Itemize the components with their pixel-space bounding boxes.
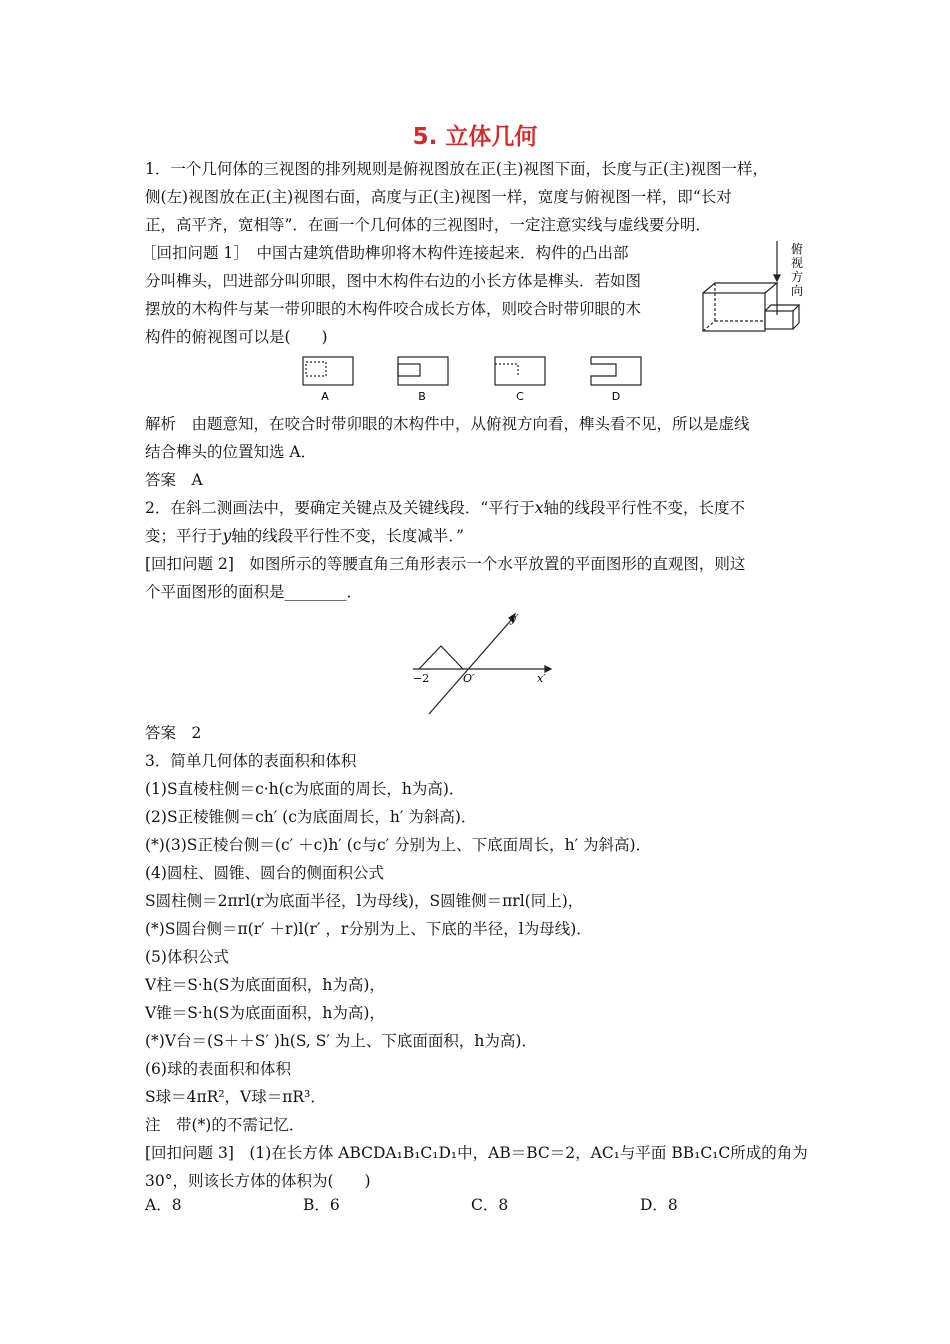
q3-line-1: [回扣问题 3] (1)在长方体 ABCDA₁B₁C₁D₁中，AB＝BC＝2，AC₁与平面 BB₁C₁C所成的角为 bbox=[145, 1144, 808, 1162]
option-b-figure bbox=[398, 357, 448, 385]
analysis-line-1: 解析 由题意知，在咬合时带卯眼的木构件中，从俯视方向看，榫头看不见，所以是虚线 bbox=[145, 415, 750, 433]
choice-a: A．8 bbox=[145, 1196, 182, 1214]
q1-line-3: 摆放的木构件与某一带卯眼的木构件咬合成长方体，则咬合时带卯眼的木 bbox=[145, 300, 642, 318]
fig-label-char: 俯 bbox=[791, 242, 804, 256]
formula-4: (4)圆柱、圆锥、圆台的侧面积公式 bbox=[145, 864, 384, 882]
formula-6: (*)S圆台侧＝π(r′ ＋r)l(r′ ，r分别为上、下底的半径，l为母线)． bbox=[145, 920, 592, 938]
analysis-line-2: 结合榫头的位置知选 A． bbox=[145, 443, 317, 461]
origin-label: O′ bbox=[463, 672, 475, 685]
formula-2: (2)S正棱锥侧＝ch′ (c为底面周长，h′ 为斜高)． bbox=[145, 808, 477, 826]
option-b-label: B bbox=[418, 390, 426, 403]
q1-line-2: 分叫榫头，凹进部分叫卯眼，图中木构件右边的小长方体是榫头．若如图 bbox=[145, 272, 642, 290]
formula-3: (*)(3)S正棱台侧＝(c′ ＋c)h′ (c与c′ 分别为上、下底面周长，h′ 为斜高)． bbox=[145, 836, 652, 854]
note: 注 带(*)的不需记忆． bbox=[145, 1116, 305, 1134]
formula-1: (1)S直棱柱侧＝c·h(c为底面的周长，h为高)． bbox=[145, 780, 465, 798]
formula-10: (*)V台＝(S＋＋S′ )h(S, S′ 为上、下底面面积，h为高)． bbox=[145, 1032, 537, 1050]
option-c-label: C bbox=[516, 390, 524, 403]
s1-line-3: 正，高平齐，宽相等”．在画一个几何体的三视图时，一定注意实线与虚线要分明． bbox=[145, 216, 711, 234]
choice-d: D．8 bbox=[640, 1196, 678, 1214]
s3-heading: 3．简单几何体的表面积和体积 bbox=[145, 752, 357, 770]
option-a-label: A bbox=[321, 390, 329, 403]
s1-line-1: 1．一个几何体的三视图的排列规则是俯视图放在正(主)视图下面，长度与正(主)视图一样， bbox=[145, 160, 769, 178]
formula-8: V柱＝S·h(S为底面面积，h为高)， bbox=[145, 976, 385, 994]
s2-line-2: 变；平行于y轴的线段平行性不变，长度减半．” bbox=[145, 527, 464, 545]
fig-label-char: 方 bbox=[791, 270, 804, 284]
q3-line-2: 30°，则该长方体的体积为( ) bbox=[145, 1172, 371, 1190]
fig-label-char: 视 bbox=[791, 256, 804, 270]
choice-c: C．8 bbox=[471, 1196, 509, 1214]
q1-line-4: 构件的俯视图可以是( ) bbox=[145, 328, 328, 346]
formula-11: (6)球的表面积和体积 bbox=[145, 1060, 291, 1078]
option-figures bbox=[298, 352, 648, 404]
answer-1: 答案 A bbox=[145, 471, 203, 489]
s2-line-1: 2．在斜二测画法中，要确定关键点及关键线段．“平行于x轴的线段平行性不变，长度不 bbox=[145, 499, 746, 517]
y-axis-label: y′ bbox=[510, 612, 519, 625]
q2-line-2: 个平面图形的面积是________． bbox=[145, 583, 363, 601]
x-axis-label: x′ bbox=[537, 672, 546, 685]
q2-line-1: [回扣问题 2] 如图所示的等腰直角三角形表示一个水平放置的平面图形的直观图，则这 bbox=[145, 555, 746, 573]
q1-line-1: ［回扣问题 1］ 中国古建筑借助榫卯将木构件连接起来．构件的凸出部 bbox=[141, 244, 629, 262]
oblique-axes-figure bbox=[405, 610, 555, 720]
option-c-figure bbox=[495, 357, 545, 385]
formula-9: V锥＝S·h(S为底面面积，h为高)， bbox=[145, 1004, 385, 1022]
formula-7: (5)体积公式 bbox=[145, 948, 229, 966]
choice-b: B．6 bbox=[303, 1196, 340, 1214]
page-title: 5. 立体几何 bbox=[412, 124, 538, 150]
answer-2: 答案 2 bbox=[145, 724, 202, 742]
option-d-label: D bbox=[611, 390, 621, 403]
formula-12: S球＝4πR²，V球＝πR³． bbox=[145, 1088, 326, 1106]
formula-5: S圆柱侧＝2πrl(r为底面半径，l为母线)，S圆锥侧＝πrl(同上)， bbox=[145, 892, 584, 910]
minus-two-label: −2 bbox=[413, 672, 430, 685]
fig-label-char: 向 bbox=[791, 284, 804, 298]
option-a-figure bbox=[303, 357, 353, 385]
s1-line-2: 侧(左)视图放在正(主)视图右面，高度与正(主)视图一样，宽度与俯视图一样，即“长对 bbox=[145, 188, 732, 206]
wood-component-figure bbox=[695, 235, 815, 345]
